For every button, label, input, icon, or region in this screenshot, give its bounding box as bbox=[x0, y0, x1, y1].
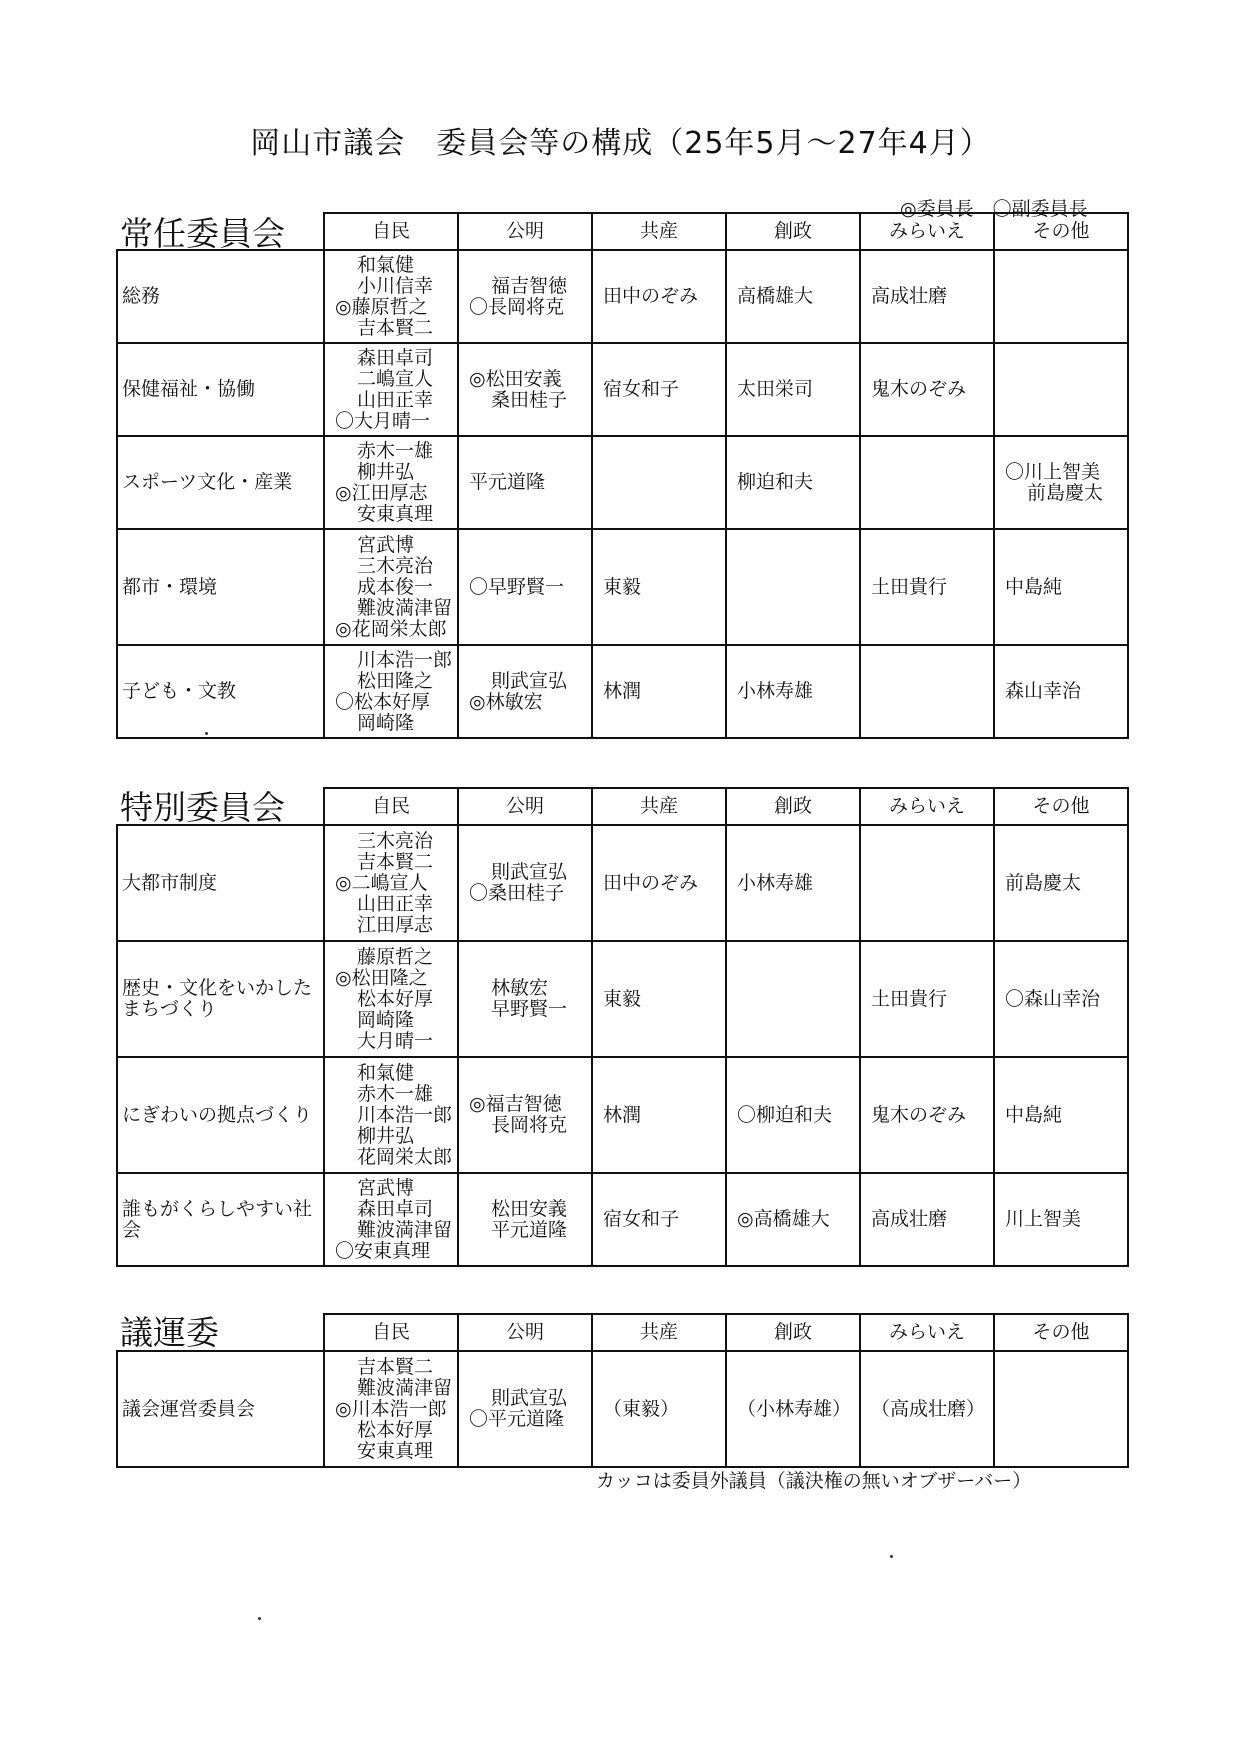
member-cell bbox=[726, 343, 860, 436]
member-name: 土田貴行 bbox=[871, 987, 948, 1010]
member-cell bbox=[994, 941, 1128, 1057]
member-name: 太田栄司 bbox=[737, 378, 814, 400]
member-name: 松本好厚 bbox=[357, 987, 434, 1010]
column-header: 自民 bbox=[324, 788, 458, 825]
member-cell bbox=[458, 1173, 592, 1266]
member-cell bbox=[592, 343, 726, 436]
member-cell bbox=[458, 343, 592, 436]
section-label-standing: 常任委員会 bbox=[120, 214, 285, 253]
member-name: 〇大月晴一 bbox=[335, 409, 431, 432]
member-cell bbox=[324, 343, 458, 436]
member-name: 難波満津留 bbox=[357, 1376, 453, 1399]
member-cell bbox=[726, 941, 860, 1057]
member-name: 松本好厚 bbox=[357, 1418, 434, 1441]
member-name: ◎川本浩一郎 bbox=[335, 1397, 447, 1420]
column-header: みらいえ bbox=[860, 788, 994, 825]
member-name: 松田隆之 bbox=[357, 669, 434, 692]
member-cell bbox=[324, 825, 458, 941]
member-name: 〇早野賢一 bbox=[469, 575, 565, 598]
member-name: 宮武博 bbox=[357, 1176, 415, 1199]
column-header: 共産 bbox=[592, 1314, 726, 1351]
member-cell bbox=[458, 1351, 592, 1467]
member-cell bbox=[994, 436, 1128, 529]
member-cell bbox=[994, 1173, 1128, 1266]
member-name: 藤原哲之 bbox=[357, 945, 434, 968]
member-name: 和氣健 bbox=[357, 1061, 415, 1084]
member-name: 東毅 bbox=[603, 575, 642, 598]
header-spacer bbox=[117, 788, 324, 825]
member-name: 〇平元道隆 bbox=[469, 1408, 565, 1430]
member-name: 吉本賢二 bbox=[357, 1355, 434, 1378]
member-cell bbox=[994, 343, 1128, 436]
column-header: 創政 bbox=[726, 1314, 860, 1351]
member-name: （高成壮磨） bbox=[871, 1397, 986, 1420]
committee-row bbox=[117, 343, 1128, 436]
committee-name: 総務 bbox=[117, 250, 324, 343]
member-cell bbox=[324, 1173, 458, 1266]
member-cell bbox=[458, 825, 592, 941]
committee-name: 誰もがくらしやすい社会 bbox=[117, 1173, 324, 1266]
member-name: 鬼木のぞみ bbox=[871, 1103, 967, 1126]
column-header: 共産 bbox=[592, 788, 726, 825]
member-name: 東毅 bbox=[603, 987, 642, 1010]
member-cell bbox=[726, 645, 860, 738]
member-name: 川本浩一郎 bbox=[357, 1103, 453, 1126]
member-cell bbox=[592, 1057, 726, 1173]
member-cell bbox=[324, 645, 458, 738]
member-name: 早野賢一 bbox=[491, 998, 568, 1020]
member-cell bbox=[592, 1351, 726, 1467]
member-cell bbox=[726, 1173, 860, 1266]
committee-row bbox=[117, 645, 1128, 738]
column-header: 公明 bbox=[458, 213, 592, 250]
member-name: 則武宣弘 bbox=[491, 861, 568, 883]
member-cell bbox=[860, 1351, 994, 1467]
member-name: 前島慶太 bbox=[1027, 481, 1104, 504]
member-cell bbox=[458, 941, 592, 1057]
member-name: 鬼木のぞみ bbox=[871, 378, 967, 400]
member-name: 森田卓司 bbox=[357, 1197, 434, 1220]
member-name: 大月晴一 bbox=[357, 1029, 434, 1052]
member-name: 松田安義 bbox=[491, 1197, 568, 1220]
column-header: 公明 bbox=[458, 1314, 592, 1351]
footnote: カッコは委員外議員（議決権の無いオブザーバー） bbox=[596, 1470, 1032, 1492]
member-name: 吉本賢二 bbox=[357, 316, 434, 339]
document-title: 岡山市議会 委員会等の構成（25年5月～27年4月） bbox=[250, 126, 991, 161]
member-cell bbox=[726, 1351, 860, 1467]
member-cell bbox=[994, 529, 1128, 645]
special-committee-table bbox=[116, 787, 1129, 1267]
header-spacer bbox=[117, 213, 324, 250]
member-cell bbox=[860, 1057, 994, 1173]
member-name: 則武宣弘 bbox=[491, 669, 568, 692]
member-cell bbox=[458, 529, 592, 645]
committee-row bbox=[117, 436, 1128, 529]
member-name: 二嶋宣人 bbox=[357, 367, 434, 390]
member-name: 成本俊一 bbox=[357, 575, 434, 598]
member-cell bbox=[726, 825, 860, 941]
column-header: 創政 bbox=[726, 213, 860, 250]
committee-row bbox=[117, 941, 1128, 1057]
scan-speck bbox=[258, 1617, 261, 1620]
column-header: その他 bbox=[994, 788, 1128, 825]
member-name: 和氣健 bbox=[357, 253, 415, 276]
member-name: （小林寿雄） bbox=[737, 1397, 852, 1420]
member-cell bbox=[592, 1173, 726, 1266]
header-spacer bbox=[117, 1314, 324, 1351]
member-name: 林敏宏 bbox=[491, 977, 549, 999]
member-cell bbox=[592, 250, 726, 343]
member-name: 〇安東真理 bbox=[335, 1239, 431, 1262]
member-cell bbox=[726, 529, 860, 645]
committee-row bbox=[117, 1173, 1128, 1266]
column-header: 創政 bbox=[726, 788, 860, 825]
member-cell bbox=[860, 343, 994, 436]
member-cell bbox=[458, 436, 592, 529]
member-cell bbox=[860, 529, 994, 645]
member-cell bbox=[458, 645, 592, 738]
member-name: 中島純 bbox=[1005, 1103, 1063, 1126]
member-name: 小林寿雄 bbox=[737, 680, 814, 702]
member-name: ◎江田厚志 bbox=[335, 481, 428, 504]
member-name: 〇柳迫和夫 bbox=[737, 1103, 833, 1126]
member-name: 小林寿雄 bbox=[737, 871, 814, 894]
committee-row bbox=[117, 1351, 1128, 1467]
committee-name: 議会運営委員会 bbox=[117, 1351, 324, 1467]
member-name: （東毅） bbox=[603, 1397, 680, 1420]
member-name: 〇長岡将克 bbox=[469, 295, 565, 318]
member-name: 森山幸治 bbox=[1005, 680, 1082, 702]
column-header: 公明 bbox=[458, 788, 592, 825]
committee-row bbox=[117, 529, 1128, 645]
committee-name: 歴史・文化をいかしたまちづくり bbox=[117, 941, 324, 1057]
column-header: その他 bbox=[994, 1314, 1128, 1351]
member-name: 三木亮治 bbox=[357, 554, 434, 577]
member-name: 福吉智徳 bbox=[491, 274, 568, 297]
member-cell bbox=[860, 250, 994, 343]
member-name: 柳迫和夫 bbox=[737, 471, 814, 493]
scan-speck bbox=[205, 732, 208, 735]
member-name: 宮武博 bbox=[357, 533, 415, 556]
member-name: 赤木一雄 bbox=[357, 1082, 434, 1105]
member-cell bbox=[592, 825, 726, 941]
member-name: 〇桑田桂子 bbox=[469, 882, 565, 904]
committee-name: にぎわいの拠点づくり bbox=[117, 1057, 324, 1173]
member-name: 宿女和子 bbox=[603, 378, 680, 400]
column-header: みらいえ bbox=[860, 1314, 994, 1351]
section-label-steering: 議運委 bbox=[120, 1313, 219, 1352]
member-name: 岡崎隆 bbox=[357, 1008, 415, 1031]
member-name: 林潤 bbox=[603, 680, 642, 702]
member-name: ◎花岡栄太郎 bbox=[335, 617, 447, 640]
member-cell bbox=[860, 825, 994, 941]
member-cell bbox=[324, 941, 458, 1057]
member-cell bbox=[592, 436, 726, 529]
member-name: 〇川上智美 bbox=[1005, 460, 1101, 483]
member-name: 桑田桂子 bbox=[491, 388, 568, 411]
member-name: 高橋雄大 bbox=[737, 285, 814, 307]
committee-name: 大都市制度 bbox=[117, 825, 324, 941]
member-name: 前島慶太 bbox=[1005, 871, 1082, 894]
member-name: 平元道隆 bbox=[491, 1218, 568, 1241]
member-name: ◎高橋雄大 bbox=[737, 1208, 830, 1230]
member-name: 森田卓司 bbox=[357, 346, 434, 369]
member-cell bbox=[860, 645, 994, 738]
member-name: 中島純 bbox=[1005, 575, 1063, 598]
member-name: 土田貴行 bbox=[871, 575, 948, 598]
column-header: みらいえ bbox=[860, 213, 994, 250]
member-name: 〇森山幸治 bbox=[1005, 987, 1101, 1010]
member-cell bbox=[994, 1351, 1128, 1467]
member-cell bbox=[994, 250, 1128, 343]
member-name: 柳井弘 bbox=[357, 1124, 415, 1147]
committee-row bbox=[117, 825, 1128, 941]
member-name: 川本浩一郎 bbox=[357, 648, 453, 671]
member-cell bbox=[726, 1057, 860, 1173]
member-name: ◎福吉智徳 bbox=[469, 1093, 562, 1115]
committee-row bbox=[117, 250, 1128, 343]
member-name: 赤木一雄 bbox=[357, 439, 434, 462]
member-name: ◎松田安義 bbox=[469, 367, 562, 390]
member-name: 長岡将克 bbox=[491, 1114, 568, 1136]
member-name: 小川信幸 bbox=[357, 274, 434, 297]
member-name: ◎林敏宏 bbox=[469, 690, 543, 713]
member-name: 難波満津留 bbox=[357, 1218, 453, 1241]
column-header: その他 bbox=[994, 213, 1128, 250]
committee-name: 都市・環境 bbox=[117, 529, 324, 645]
member-cell bbox=[994, 645, 1128, 738]
steering-committee-table bbox=[116, 1313, 1129, 1468]
member-name: 田中のぞみ bbox=[603, 871, 699, 894]
member-cell bbox=[994, 825, 1128, 941]
member-cell bbox=[324, 1351, 458, 1467]
column-header: 自民 bbox=[324, 1314, 458, 1351]
committee-row bbox=[117, 1057, 1128, 1173]
member-name: ◎松田隆之 bbox=[335, 966, 428, 989]
member-cell bbox=[592, 941, 726, 1057]
member-name: 三木亮治 bbox=[357, 829, 434, 852]
legend: ◎委員長 〇副委員長 bbox=[900, 198, 1088, 220]
member-name: 山田正幸 bbox=[357, 892, 434, 915]
committee-name: 子ども・文教 bbox=[117, 645, 324, 738]
member-cell bbox=[726, 436, 860, 529]
member-name: 高成壮磨 bbox=[871, 285, 948, 307]
member-name: 柳井弘 bbox=[357, 460, 415, 483]
member-name: 花岡栄太郎 bbox=[357, 1145, 453, 1168]
member-cell bbox=[860, 1173, 994, 1266]
member-name: 高成壮磨 bbox=[871, 1208, 948, 1230]
section-label-special: 特別委員会 bbox=[120, 788, 285, 827]
member-cell bbox=[324, 1057, 458, 1173]
scan-speck bbox=[890, 1555, 893, 1558]
member-name: 則武宣弘 bbox=[491, 1387, 568, 1409]
member-name: 〇松本好厚 bbox=[335, 690, 431, 713]
column-header: 自民 bbox=[324, 213, 458, 250]
member-name: 江田厚志 bbox=[357, 913, 434, 936]
member-cell bbox=[994, 1057, 1128, 1173]
column-header: 共産 bbox=[592, 213, 726, 250]
member-cell bbox=[592, 529, 726, 645]
member-name: ◎藤原哲之 bbox=[335, 295, 428, 318]
member-cell bbox=[458, 250, 592, 343]
member-name: 吉本賢二 bbox=[357, 850, 434, 873]
member-name: 川上智美 bbox=[1005, 1208, 1082, 1230]
member-cell bbox=[860, 941, 994, 1057]
committee-name: 保健福祉・協働 bbox=[117, 343, 324, 436]
member-name: 安東真理 bbox=[357, 1439, 434, 1462]
member-cell bbox=[860, 436, 994, 529]
member-name: 平元道隆 bbox=[469, 471, 546, 493]
member-name: 岡崎隆 bbox=[357, 711, 415, 734]
committee-name: スポーツ文化・産業 bbox=[117, 436, 324, 529]
member-name: 山田正幸 bbox=[357, 388, 434, 411]
member-cell bbox=[726, 250, 860, 343]
member-name: 宿女和子 bbox=[603, 1208, 680, 1230]
standing-committee-table bbox=[116, 212, 1129, 739]
member-name: 田中のぞみ bbox=[603, 285, 699, 307]
member-cell bbox=[458, 1057, 592, 1173]
member-cell bbox=[324, 436, 458, 529]
member-name: 安東真理 bbox=[357, 502, 434, 525]
member-cell bbox=[324, 529, 458, 645]
member-cell bbox=[324, 250, 458, 343]
member-name: 難波満津留 bbox=[357, 596, 453, 619]
member-cell bbox=[592, 645, 726, 738]
member-name: ◎二嶋宣人 bbox=[335, 871, 428, 894]
member-name: 林潤 bbox=[603, 1103, 642, 1126]
